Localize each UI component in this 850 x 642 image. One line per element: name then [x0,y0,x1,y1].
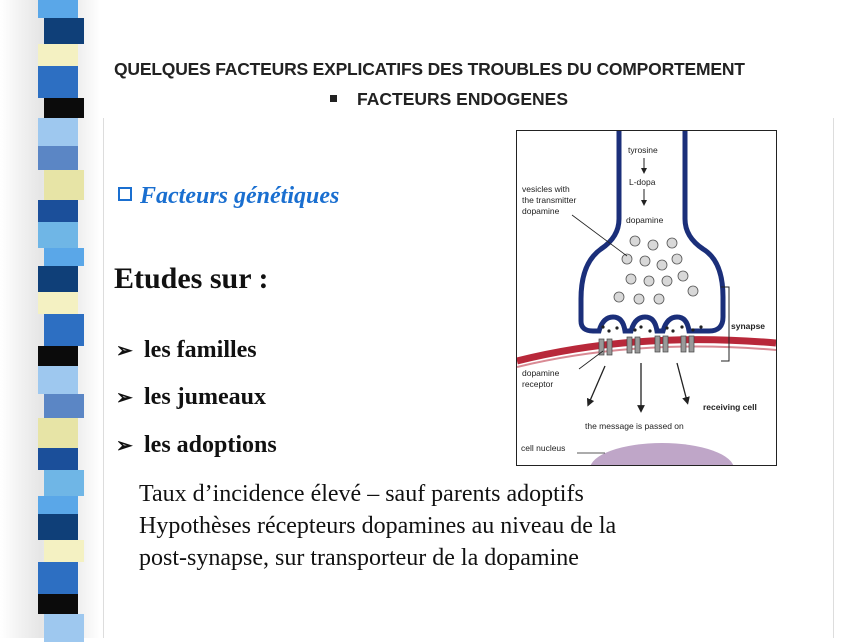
label-dopamine: dopamine [626,215,664,225]
list-item [116,337,257,364]
checkbox-bullet-icon [118,187,132,201]
decorative-bar [38,118,78,146]
studies-heading: Etudes sur : [114,262,269,295]
message-arrow [589,366,605,403]
arrow-bullet-icon: ➢ [116,387,133,409]
section-heading-text: Facteurs génétiques [140,183,340,209]
paragraph-line: Taux d’incidence élevé – sauf parents adoptifs [139,481,584,507]
decorative-bar [44,248,84,266]
decorative-bar [38,200,78,222]
decorative-bar [38,418,78,448]
list-item-text: les jumeaux [144,384,266,410]
synapse-diagram-svg [517,131,776,465]
decorative-bar [44,470,84,496]
decorative-bar [38,44,78,66]
decorative-bar [38,146,78,170]
label-synapse: synapse [731,321,766,331]
decorative-bar [38,266,78,292]
section-heading [118,183,339,210]
decorative-bar [38,66,78,98]
explanation-paragraph [139,478,616,574]
decorative-color-bars [38,0,78,638]
decorative-bar [38,222,78,248]
decorative-bar [44,18,84,44]
label-receptor-line2: receptor [522,379,554,389]
list-item-text: les adoptions [144,432,277,458]
label-cell-nucleus: cell nucleus [521,443,566,453]
decorative-bar [38,346,78,366]
decorative-bar [44,394,84,418]
neuron-terminal-outline [581,131,723,331]
label-receptor-line1: dopamine [522,368,560,378]
label-vesicles-line3: dopamine [522,206,560,216]
decorative-bar [44,170,84,200]
decorative-bar [44,314,84,346]
decorative-bar [38,594,78,614]
label-vesicles-line1: vesicles with [522,184,570,194]
decorative-bar [44,98,84,118]
arrow-bullet-icon: ➢ [116,435,133,457]
paragraph-line: post-synapse, sur transporteur de la dopamine [139,545,579,571]
label-tyrosine: tyrosine [628,145,658,155]
synapse-diagram [516,130,777,466]
label-ldopa: L-dopa [629,177,656,187]
decorative-bar [38,496,78,514]
label-vesicles-line2: the transmitter [522,195,577,205]
list-item-text: les familles [144,337,257,363]
slide-title: QUELQUES FACTEURS EXPLICATIFS DES TROUBLES DU COMPORTEMENT [114,59,745,79]
message-arrow [677,363,687,401]
decorative-bar [38,562,78,594]
list-item [116,432,277,459]
decorative-bar [38,448,78,470]
slide-subtitle [330,89,568,110]
decorative-bar [38,0,78,18]
decorative-bar [38,292,78,314]
decorative-bar [44,540,84,562]
paragraph-line: Hypothèses récepteurs dopamines au niveau de la [139,513,617,539]
decorative-bar [38,514,78,540]
square-bullet-icon [330,95,337,102]
list-item [116,384,266,411]
label-receiving-cell: receiving cell [703,402,757,412]
slide-subtitle-text: FACTEURS ENDOGENES [357,89,568,109]
decorative-bar [38,366,78,394]
cell-nucleus-shape [590,443,734,465]
arrow-bullet-icon: ➢ [116,340,133,362]
label-message: the message is passed on [585,421,684,431]
